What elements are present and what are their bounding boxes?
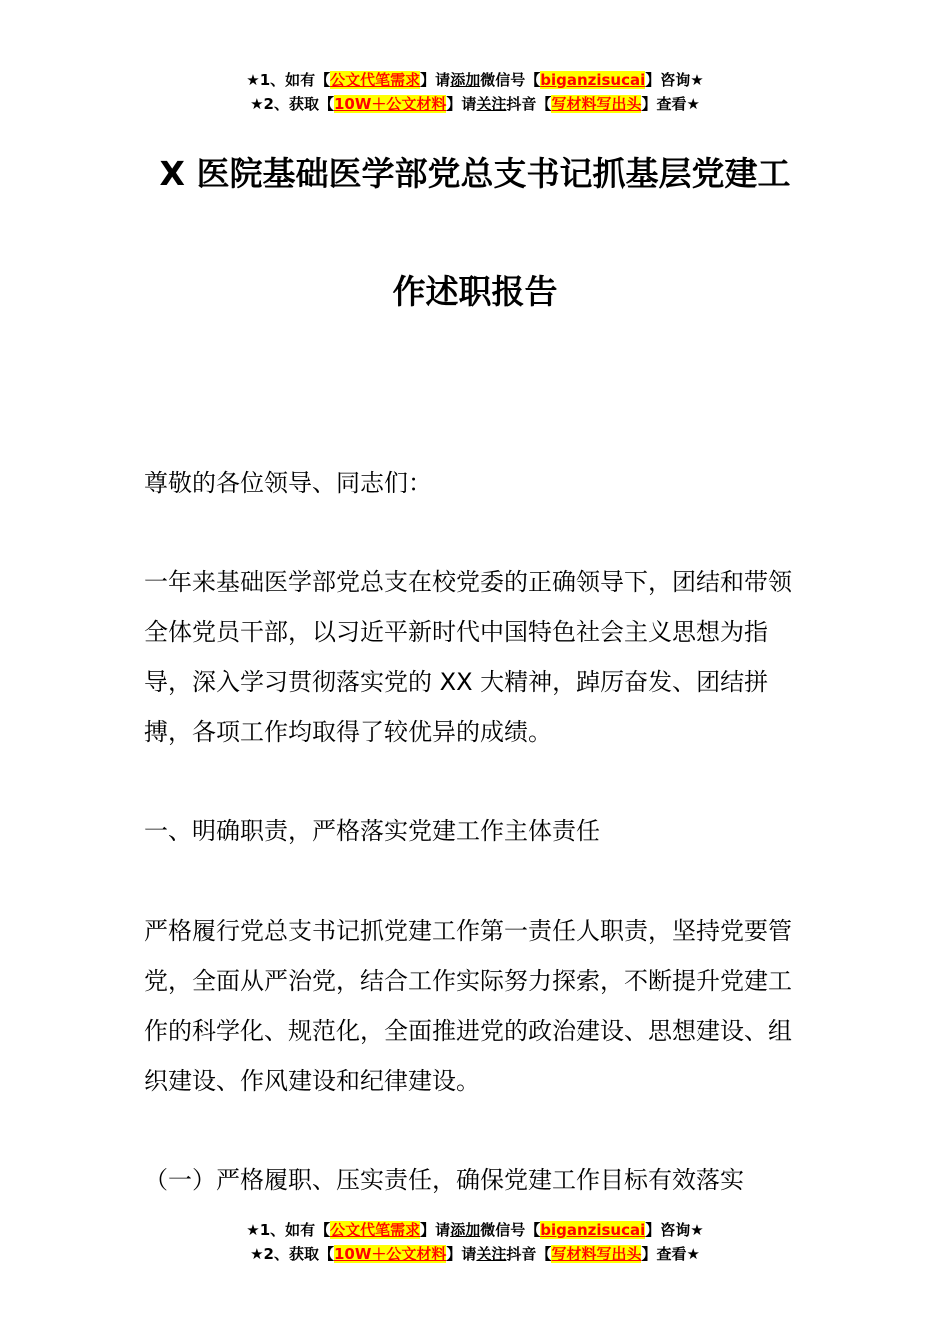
document-title-line-2: 作述职报告 [392,272,558,311]
section-heading-1: 一、明确职责，严格落实党建工作主体责任 [144,817,600,845]
promo-underline: 添加 [450,1221,481,1239]
promo-line-2 [0,92,950,116]
promo-text: ★2、获取【 [250,1245,334,1263]
promo-highlight: 写材料写出头 [551,1245,642,1263]
promo-text: 抖音【 [506,95,552,113]
promo-underline: 关注 [476,1245,507,1263]
promo-banner-bottom [0,1218,950,1266]
promo-banner-top [0,68,950,116]
promo-underline: 添加 [450,71,481,89]
promo-line-2 [0,1242,950,1266]
promo-underline: 关注 [476,95,507,113]
promo-highlight: biganzisucai [540,1221,646,1239]
promo-text: 】查看★ [641,95,700,113]
promo-highlight: 10W＋公文材料 [333,1245,447,1263]
promo-text: 】请 [446,1245,477,1263]
promo-highlight: biganzisucai [540,71,646,89]
promo-highlight: 公文代笔需求 [330,71,421,89]
promo-highlight: 10W＋公文材料 [333,95,447,113]
promo-highlight: 公文代笔需求 [330,1221,421,1239]
paragraph-section-1: 严格履行党总支书记抓党建工作第一责任人职责，坚持党要管党，全面从严治党，结合工作实际努力探索，不断提升党建工作的科学化、规范化，全面推进党的政治建设、思想建设、组织建设、作风建设和纪律建设。 [144,917,792,1095]
promo-text: ★1、如有【 [246,71,331,89]
promo-text: 微信号【 [480,1221,541,1239]
promo-text: 】咨询★ [645,1221,704,1239]
promo-line-1 [0,1218,950,1242]
promo-text: 】请 [446,95,477,113]
promo-text: ★2、获取【 [250,95,334,113]
promo-text: 微信号【 [480,71,541,89]
subsection-heading-1: （一）严格履职、压实责任，确保党建工作目标有效落实 [144,1166,744,1194]
promo-text: 】咨询★ [645,71,704,89]
promo-text: 】查看★ [641,1245,700,1263]
document-title-line-1: X 医院基础医学部党总支书记抓基层党建工 [159,154,791,193]
promo-text: 抖音【 [506,1245,552,1263]
paragraph-intro: 一年来基础医学部党总支在校党委的正确领导下，团结和带领全体党员干部，以习近平新时代中国特色社会主义思想为指导，深入学习贯彻落实党的 XX 大精神，踔厉奋发、团结拼搏，各项工作均取得了较优异的成绩。 [144,568,792,746]
promo-text: ★1、如有【 [246,1221,331,1239]
promo-text: 】请 [420,1221,451,1239]
promo-highlight: 写材料写出头 [551,95,642,113]
promo-line-1 [0,68,950,92]
promo-text: 】请 [420,71,451,89]
salutation: 尊敬的各位领导、同志们： [144,469,432,497]
